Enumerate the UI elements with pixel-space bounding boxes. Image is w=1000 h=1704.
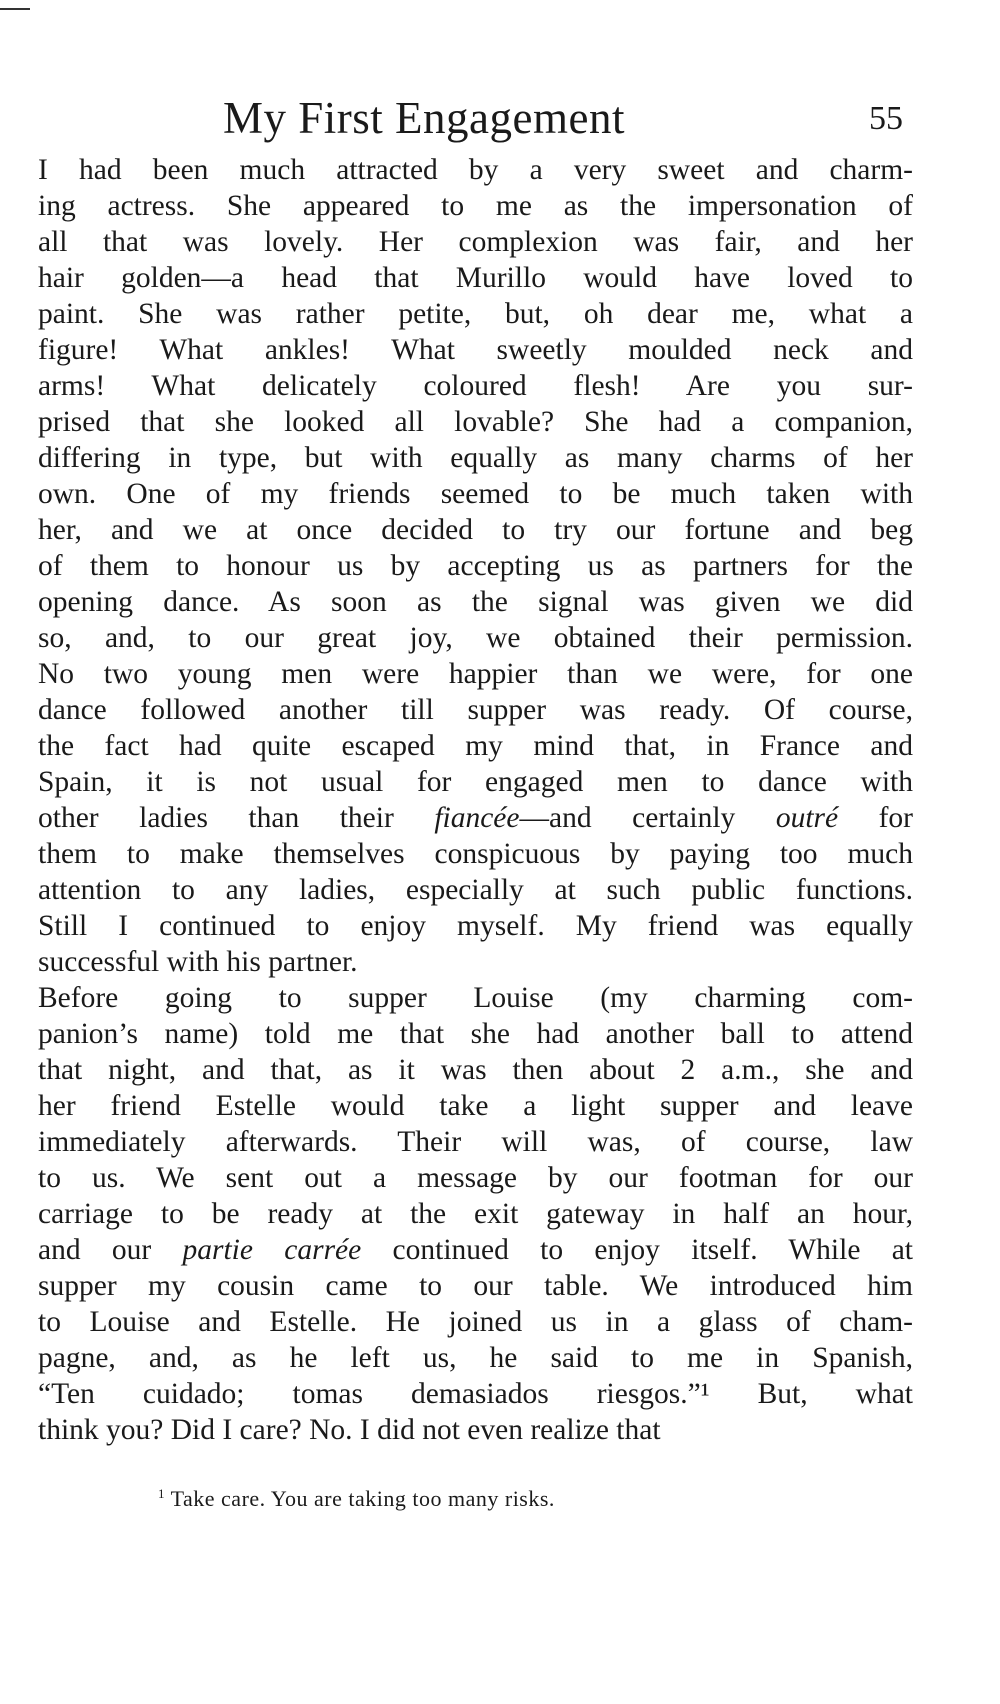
text-line: so, and, to our great joy, we obtained their permission. — [38, 622, 913, 654]
text-line: dance followed another till supper was ready. Of course, — [38, 694, 913, 726]
text-line: her friend Estelle would take a light supper and leave — [38, 1090, 913, 1122]
text-line: Spain, it is not usual for engaged men to dance with — [38, 766, 913, 798]
paragraph — [38, 152, 913, 980]
text-line: “Ten cuidado; tomas demasiados riesgos.”¹ But, what — [38, 1378, 913, 1410]
text-line: Before going to supper Louise (my charming com- — [38, 982, 913, 1014]
footnote-text: Take care. You are taking too many risks. — [170, 1486, 555, 1511]
running-title: My First Engagement — [223, 93, 625, 143]
text-line: Still I continued to enjoy myself. My friend was equally — [38, 910, 913, 942]
text-line: them to make themselves conspicuous by paying too much — [38, 838, 913, 870]
paragraph — [38, 980, 913, 1448]
text-line: opening dance. As soon as the signal was given we did — [38, 586, 913, 618]
text-line: all that was lovely. Her complexion was fair, and her — [38, 226, 913, 258]
text-line: differing in type, but with equally as many charms of her — [38, 442, 913, 474]
text-line: I had been much attracted by a very sweet and charm- — [38, 154, 913, 186]
text-line: to Louise and Estelle. He joined us in a glass of cham- — [38, 1306, 913, 1338]
text-line: the fact had quite escaped my mind that, in France and — [38, 730, 913, 762]
page-number: 55 — [869, 100, 903, 137]
text-line: and our partie carrée continued to enjoy itself. While at — [38, 1234, 913, 1266]
text-line: think you? Did I care? No. I did not even realize that — [38, 1414, 661, 1446]
text-line: panion’s name) told me that she had another ball to attend — [38, 1018, 913, 1050]
text-line: No two young men were happier than we were, for one — [38, 658, 913, 690]
text-line: attention to any ladies, especially at such public functions. — [38, 874, 913, 906]
footnote — [158, 1486, 858, 1512]
text-line: pagne, and, as he left us, he said to me in Spanish, — [38, 1342, 913, 1374]
text-line: paint. She was rather petite, but, oh dear me, what a — [38, 298, 913, 330]
text-line: her, and we at once decided to try our fortune and beg — [38, 514, 913, 546]
text-line: immediately afterwards. Their will was, of course, law — [38, 1126, 913, 1158]
text-line: successful with his partner. — [38, 946, 358, 978]
text-line: prised that she looked all lovable? She had a companion, — [38, 406, 913, 438]
text-line: supper my cousin came to our table. We introduced him — [38, 1270, 913, 1302]
text-line: figure! What ankles! What sweetly moulded neck and — [38, 334, 913, 366]
body-text — [38, 152, 913, 1448]
page-corner-mark — [0, 8, 30, 10]
text-line: other ladies than their fiancée—and certainly outré for — [38, 802, 913, 834]
page-header — [38, 92, 913, 152]
text-line: arms! What delicately coloured flesh! Are you sur- — [38, 370, 913, 402]
text-line: that night, and that, as it was then about 2 a.m., she and — [38, 1054, 913, 1086]
text-line: hair golden—a head that Murillo would have loved to — [38, 262, 913, 294]
text-line: own. One of my friends seemed to be much taken with — [38, 478, 913, 510]
footnote-marker: 1 — [158, 1486, 165, 1501]
text-line: carriage to be ready at the exit gateway in half an hour, — [38, 1198, 913, 1230]
text-line: to us. We sent out a message by our footman for our — [38, 1162, 913, 1194]
text-line: ing actress. She appeared to me as the impersonation of — [38, 190, 913, 222]
text-line: of them to honour us by accepting us as partners for the — [38, 550, 913, 582]
